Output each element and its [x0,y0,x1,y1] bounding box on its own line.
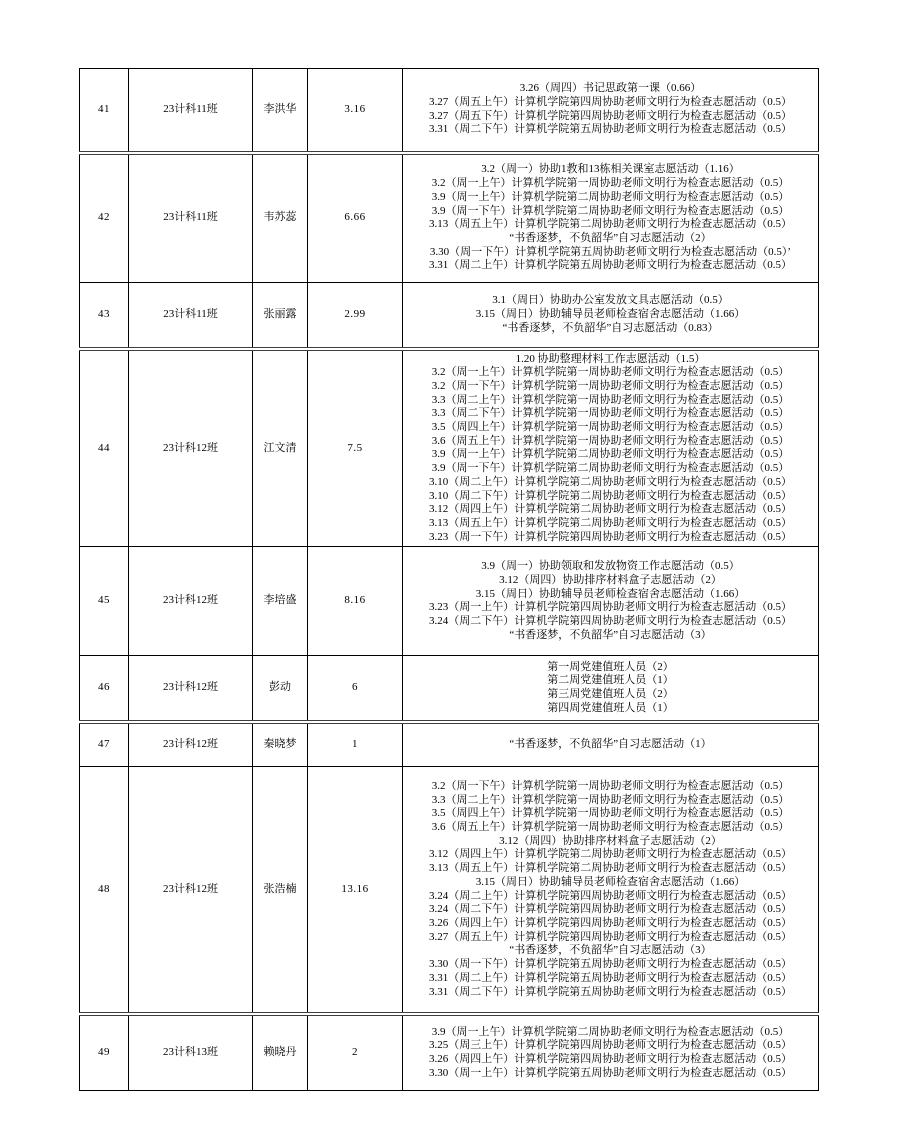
row-number-cell: 43 [80,283,129,349]
activity-line: 3.3（周二上午）计算机学院第一周协助老师文明行为检查志愿活动（0.5） [431,393,790,406]
activity-line: 3.27（周五上午）计算机学院第四周协助老师文明行为检查志愿活动（0.5） [429,96,792,109]
activity-line: 3.10（周二下午）计算机学院第二周协助老师文明行为检查志愿活动（0.5） [429,489,792,502]
activity-line: 3.13（周五上午）计算机学院第二周协助老师文明行为检查志愿活动（0.5） [429,218,792,231]
activities-cell [403,767,819,1014]
table-row [80,349,819,547]
activity-line: 3.13（周五上午）计算机学院第二周协助老师文明行为检查志愿活动（0.5） [429,862,792,875]
activity-line: 第四周党建值班人员（1） [547,701,674,714]
activity-line: 3.12（周四上午）计算机学院第二周协助老师文明行为检查志愿活动（0.5） [429,848,792,861]
activities-cell [403,547,819,656]
activity-line: 3.30（周一下午）计算机学院第五周协助老师文明行为检查志愿活动（0.5）’ [429,245,792,258]
row-number-cell: 47 [80,722,129,767]
activity-line: 3.23（周一下午）计算机学院第四周协助老师文明行为检查志愿活动（0.5） [429,530,792,543]
activity-line: “书香逐梦，不负韶华”自习志愿活动（1） [509,738,712,751]
activity-line: “书香逐梦，不负韶华”自习志愿活动（3） [509,628,712,641]
activity-line: 3.15（周日）协助辅导员老师检查宿舍志愿活动（1.66） [475,875,746,888]
activity-line: 3.5（周四上午）计算机学院第一周协助老师文明行为检查志愿活动（0.5） [431,421,790,434]
hours-cell: 3.16 [308,69,403,153]
activity-line: 第一周党建值班人员（2） [547,660,674,673]
class-cell: 23计科12班 [129,722,253,767]
class-cell: 23计科12班 [129,547,253,656]
row-number-cell: 48 [80,767,129,1014]
table-row [80,153,819,283]
class-cell: 23计科11班 [129,283,253,349]
activity-line: “书香逐梦，不负韶华”自习志愿活动（0.83） [502,321,719,334]
activity-line: 3.9（周一下午）计算机学院第二周协助老师文明行为检查志愿活动（0.5） [431,204,790,217]
class-cell: 23计科12班 [129,656,253,722]
hours-cell: 8.16 [308,547,403,656]
student-name-cell: 张丽露 [253,283,308,349]
table-row [80,767,819,1014]
activity-line: 3.3（周二上午）计算机学院第一周协助老师文明行为检查志愿活动（0.5） [431,793,790,806]
activity-line: 3.24（周二下午）计算机学院第四周协助老师文明行为检查志愿活动（0.5） [429,615,792,628]
activity-line: 3.15（周日）协助辅导员老师检查宿舍志愿活动（1.66） [475,587,746,600]
activity-line: 3.12（周四上午）计算机学院第二周协助老师文明行为检查志愿活动（0.5） [429,503,792,516]
volunteer-activity-table [79,68,819,1091]
hours-cell: 2 [308,1014,403,1091]
activity-line: 3.10（周二上午）计算机学院第二周协助老师文明行为检查志愿活动（0.5） [429,475,792,488]
hours-cell: 7.5 [308,349,403,547]
activity-line: 3.5（周四上午）计算机学院第一周协助老师文明行为检查志愿活动（0.5） [431,807,790,820]
activity-line: 3.31（周二上午）计算机学院第五周协助老师文明行为检查志愿活动（0.5） [429,971,792,984]
student-name-cell: 韦苏蕊 [253,153,308,283]
activity-line: 3.2（周一下午）计算机学院第一周协助老师文明行为检查志愿活动（0.5） [431,779,790,792]
activities-cell [403,283,819,349]
hours-cell: 2.99 [308,283,403,349]
activity-line: 3.24（周二上午）计算机学院第四周协助老师文明行为检查志愿活动（0.5） [429,889,792,902]
activity-line: 3.31（周二下午）计算机学院第五周协助老师文明行为检查志愿活动（0.5） [429,985,792,998]
activity-line: 3.6（周五上午）计算机学院第一周协助老师文明行为检查志愿活动（0.5） [431,434,790,447]
table-row [80,547,819,656]
activity-line: 3.2（周一上午）计算机学院第一周协助老师文明行为检查志愿活动（0.5） [431,366,790,379]
student-name-cell: 李洪华 [253,69,308,153]
activity-line: 3.30（周一下午）计算机学院第五周协助老师文明行为检查志愿活动（0.5） [429,958,792,971]
hours-cell: 6.66 [308,153,403,283]
activity-line: 3.2（周一上午）计算机学院第一周协助老师文明行为检查志愿活动（0.5） [431,177,790,190]
activity-line: 3.15（周日）协助辅导员老师检查宿舍志愿活动（1.66） [475,307,746,320]
activity-line: “书香逐梦，不负韶华”自习志愿活动（3） [509,944,712,957]
activity-line: 3.25（周三上午）计算机学院第四周协助老师文明行为检查志愿活动（0.5） [429,1039,792,1052]
activity-line: 3.1（周日）协助办公室发放文具志愿活动（0.5） [492,294,729,307]
class-cell: 23计科12班 [129,767,253,1014]
activity-line: 3.30（周一上午）计算机学院第五周协助老师文明行为检查志愿活动（0.5） [429,1066,792,1079]
row-number-cell: 46 [80,656,129,722]
table-body [80,69,819,1091]
table-row [80,1014,819,1091]
row-number-cell: 44 [80,349,129,547]
activity-line: 3.9（周一下午）计算机学院第二周协助老师文明行为检查志愿活动（0.5） [431,462,790,475]
class-cell: 23计科11班 [129,69,253,153]
class-cell: 23计科13班 [129,1014,253,1091]
activity-line: 3.6（周五上午）计算机学院第一周协助老师文明行为检查志愿活动（0.5） [431,821,790,834]
activity-line: 3.12（周四）协助排序材料盒子志愿活动（2） [499,573,722,586]
activity-line: 3.31（周二上午）计算机学院第五周协助老师文明行为检查志愿活动（0.5） [429,259,792,272]
activity-line: 3.13（周五上午）计算机学院第二周协助老师文明行为检查志愿活动（0.5） [429,516,792,529]
activity-line: 3.23（周一上午）计算机学院第四周协助老师文明行为检查志愿活动（0.5） [429,601,792,614]
activity-line: 3.26（周四）书记思政第一课（0.66） [519,82,702,95]
activities-cell [403,1014,819,1091]
student-name-cell: 赖晓丹 [253,1014,308,1091]
row-number-cell: 41 [80,69,129,153]
activity-line: 3.31（周二下午）计算机学院第五周协助老师文明行为检查志愿活动（0.5） [429,123,792,136]
activities-cell [403,69,819,153]
activity-line: 3.24（周二下午）计算机学院第四周协助老师文明行为检查志愿活动（0.5） [429,903,792,916]
activity-line: 1.20 协助整理材料工作志愿活动（1.5） [515,352,706,365]
activities-cell [403,722,819,767]
row-number-cell: 49 [80,1014,129,1091]
student-name-cell: 江文清 [253,349,308,547]
student-name-cell: 秦晓梦 [253,722,308,767]
student-name-cell: 李培盛 [253,547,308,656]
table-row [80,283,819,349]
class-cell: 23计科11班 [129,153,253,283]
activity-line: 3.27（周五下午）计算机学院第四周协助老师文明行为检查志愿活动（0.5） [429,109,792,122]
activity-line: 3.2（周一下午）计算机学院第一周协助老师文明行为检查志愿活动（0.5） [431,379,790,392]
table-row [80,722,819,767]
student-name-cell: 彭动 [253,656,308,722]
activity-line: 3.26（周四上午）计算机学院第四周协助老师文明行为检查志愿活动（0.5） [429,1053,792,1066]
student-name-cell: 张浩楠 [253,767,308,1014]
row-number-cell: 45 [80,547,129,656]
class-cell: 23计科12班 [129,349,253,547]
activity-line: 3.2（周一）协助1教和13栋相关课室志愿活动（1.16） [481,163,740,176]
hours-cell: 1 [308,722,403,767]
table-row [80,69,819,153]
activity-line: 3.27（周五上午）计算机学院第四周协助老师文明行为检查志愿活动（0.5） [429,930,792,943]
activity-line: 3.26（周四上午）计算机学院第四周协助老师文明行为检查志愿活动（0.5） [429,917,792,929]
activity-line: 第二周党建值班人员（1） [547,674,674,687]
table-row [80,656,819,722]
hours-cell: 13.16 [308,767,403,1014]
activities-cell [403,656,819,722]
activity-line: 3.9（周一上午）计算机学院第二周协助老师文明行为检查志愿活动（0.5） [431,1025,790,1038]
activities-cell [403,153,819,283]
row-number-cell: 42 [80,153,129,283]
hours-cell: 6 [308,656,403,722]
activity-line: 3.9（周一）协助领取和发放物资工作志愿活动（0.5） [481,560,740,573]
activities-cell [403,349,819,547]
activity-line: 3.3（周二下午）计算机学院第一周协助老师文明行为检查志愿活动（0.5） [431,407,790,420]
activity-line: 第三周党建值班人员（2） [547,688,674,701]
activity-line: 3.12（周四）协助排序材料盒子志愿活动（2） [499,834,722,847]
activity-line: 3.9（周一上午）计算机学院第二周协助老师文明行为检查志愿活动（0.5） [431,448,790,461]
activity-line: 3.9（周一上午）计算机学院第二周协助老师文明行为检查志愿活动（0.5） [431,190,790,203]
activity-line: “书香逐梦，不负韶华”自习志愿活动（2） [509,231,712,244]
